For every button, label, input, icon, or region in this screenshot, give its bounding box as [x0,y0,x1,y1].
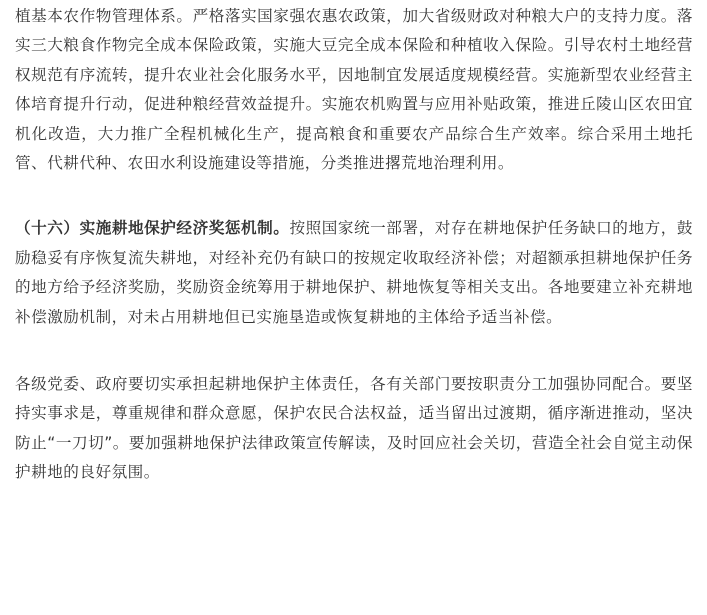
article-body [15,0,693,488]
section-heading: （十六）实施耕地保护经济奖惩机制。 [15,219,290,238]
paragraph-text: 按照国家统一部署，对存在耕地保护任务缺口的地方，鼓励稳妥有序恢复流失耕地，对经补充仍有缺口的按规定收取经济补偿；对超额承担耕地保护任务的地方给予经济奖励，奖励资金统筹用于耕地保护、耕地恢复等相关支出。各地要建立补充耕地补偿激励机制，对未占用耕地但已实施垦造或恢复耕地的主体给予适当补偿。 [15,219,693,326]
paragraph-text: 各级党委、政府要切实承担起耕地保护主体责任，各有关部门要按职责分工加强协同配合。要坚持实事求是，尊重规律和群众意愿，保护农民合法权益，适当留出过渡期，循序渐进推动，坚决防止“一刀切”。要加强耕地保护法律政策宣传解读，及时回应社会关切，营造全社会自觉主动保护耕地的良好氛围。 [15,375,693,482]
paragraph-responsibility [15,370,693,488]
paragraph-text: 植基本农作物管理体系。严格落实国家强农惠农政策，加大省级财政对种粮大户的支持力度。落实三大粮食作物完全成本保险政策，实施大豆完全成本保险和种植收入保险。引导农村土地经营权规范有序流转，提升农业社会化服务水平，因地制宜发展适度规模经营。实施新型农业经营主体培育提升行动，促进种粮经营效益提升。实施农机购置与应用补贴政策，推进丘陵山区农田宜机化改造，大力推广全程机械化生产，提高粮食和重要农产品综合生产效率。综合采用土地托管、代耕代种、农田水利设施建设等措施，分类推进撂荒地治理利用。 [15,7,693,173]
paragraph-farming-support [15,0,693,178]
paragraph-reward-penalty [15,214,693,332]
